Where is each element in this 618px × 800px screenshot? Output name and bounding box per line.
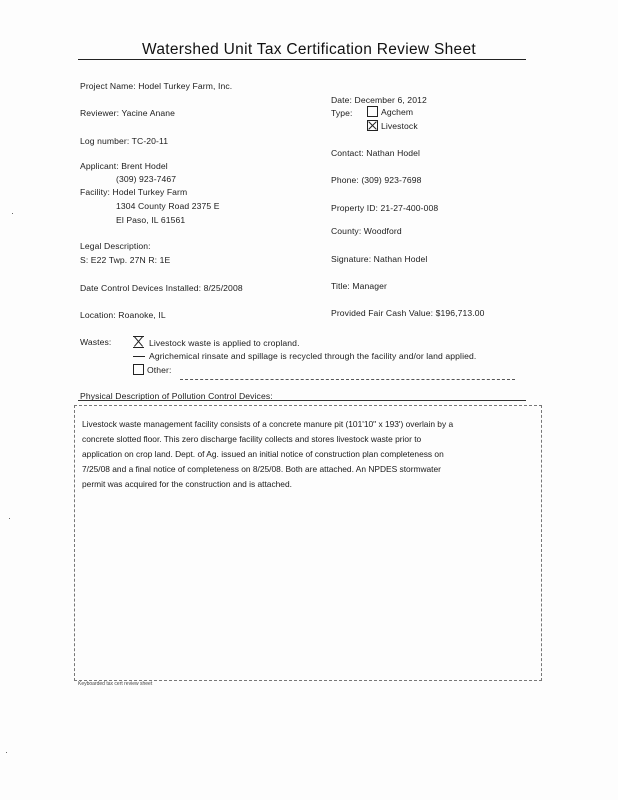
- project-name: Project Name: Hodel Turkey Farm, Inc.: [80, 81, 233, 91]
- type-livestock-label: Livestock: [381, 121, 418, 131]
- wastes-other-label: Other:: [147, 365, 172, 375]
- scan-speck: [9, 518, 10, 519]
- agchem-checkbox: [367, 106, 378, 117]
- other-checkbox: [133, 364, 144, 375]
- page-title: Watershed Unit Tax Certification Review Sheet: [142, 41, 476, 58]
- agrichemical-blank: [133, 356, 145, 357]
- physical-line-4: 7/25/08 and a final notice of completeness on 8/25/08. Both are attached. An NPDES stormwater: [82, 464, 441, 474]
- wastes-other: [133, 364, 171, 375]
- type-label: Type:: [331, 108, 353, 118]
- physical-heading: Physical Description of Pollution Control Devices:: [80, 391, 273, 401]
- scan-speck: [6, 752, 7, 753]
- wastes-label: Wastes:: [80, 337, 112, 347]
- legal-description-label: Legal Description:: [80, 241, 151, 251]
- county: County: Woodford: [331, 226, 402, 236]
- contact: Contact: Nathan Hodel: [331, 148, 421, 158]
- physical-line-5: permit was acquired for the construction and is attached.: [82, 479, 292, 489]
- property-id: Property ID: 21-27-400-008: [331, 203, 439, 213]
- fair-cash-value: Provided Fair Cash Value: $196,713.00: [331, 308, 485, 318]
- other-line: [180, 379, 515, 380]
- date: Date: December 6, 2012: [331, 95, 427, 105]
- legal-description-value: S: E22 Twp. 27N R: 1E: [80, 255, 171, 265]
- type-agchem-label: Agchem: [381, 107, 414, 117]
- physical-rule: [78, 400, 526, 401]
- scan-speck: [12, 213, 13, 214]
- wastes-livestock: Livestock waste is applied to cropland.: [149, 338, 300, 348]
- type-agchem: [367, 106, 413, 117]
- log-number: Log number: TC-20-11: [80, 136, 169, 146]
- facility: Facility: Hodel Turkey Farm: [80, 187, 188, 197]
- physical-line-2: concrete slotted floor. This zero discharge facility collects and stores livestock waste prior to: [82, 434, 422, 444]
- applicant-phone: (309) 923-7467: [116, 174, 177, 184]
- wastes-agrichemical: Agrichemical rinsate and spillage is recycled through the facility and/or land applied.: [149, 351, 477, 361]
- phone: Phone: (309) 923-7698: [331, 175, 422, 185]
- location: Location: Roanoke, IL: [80, 310, 166, 320]
- physical-line-1: Livestock waste management facility consists of a concrete manure pit (101'10" x 193') overlain by a: [82, 419, 454, 429]
- footer-note: Keyboarded tax cert review sheet: [78, 681, 153, 687]
- physical-line-3: application on crop land. Dept. of Ag. issued an initial notice of construction plan completeness on: [82, 449, 444, 459]
- applicant: Applicant: Brent Hodel: [80, 161, 168, 171]
- facility-address-1: 1304 County Road 2375 E: [116, 201, 220, 211]
- title-field: Title: Manager: [331, 281, 388, 291]
- facility-address-2: El Paso, IL 61561: [116, 215, 186, 225]
- reviewer: Reviewer: Yacine Anane: [80, 108, 176, 118]
- signature: Signature: Nathan Hodel: [331, 254, 428, 264]
- title-rule: [78, 59, 526, 60]
- livestock-waste-mark-icon: [133, 336, 144, 347]
- livestock-checkbox: [367, 120, 378, 131]
- type-livestock: [367, 120, 418, 131]
- physical-description: [82, 417, 542, 492]
- date-installed: Date Control Devices Installed: 8/25/2008: [80, 283, 243, 293]
